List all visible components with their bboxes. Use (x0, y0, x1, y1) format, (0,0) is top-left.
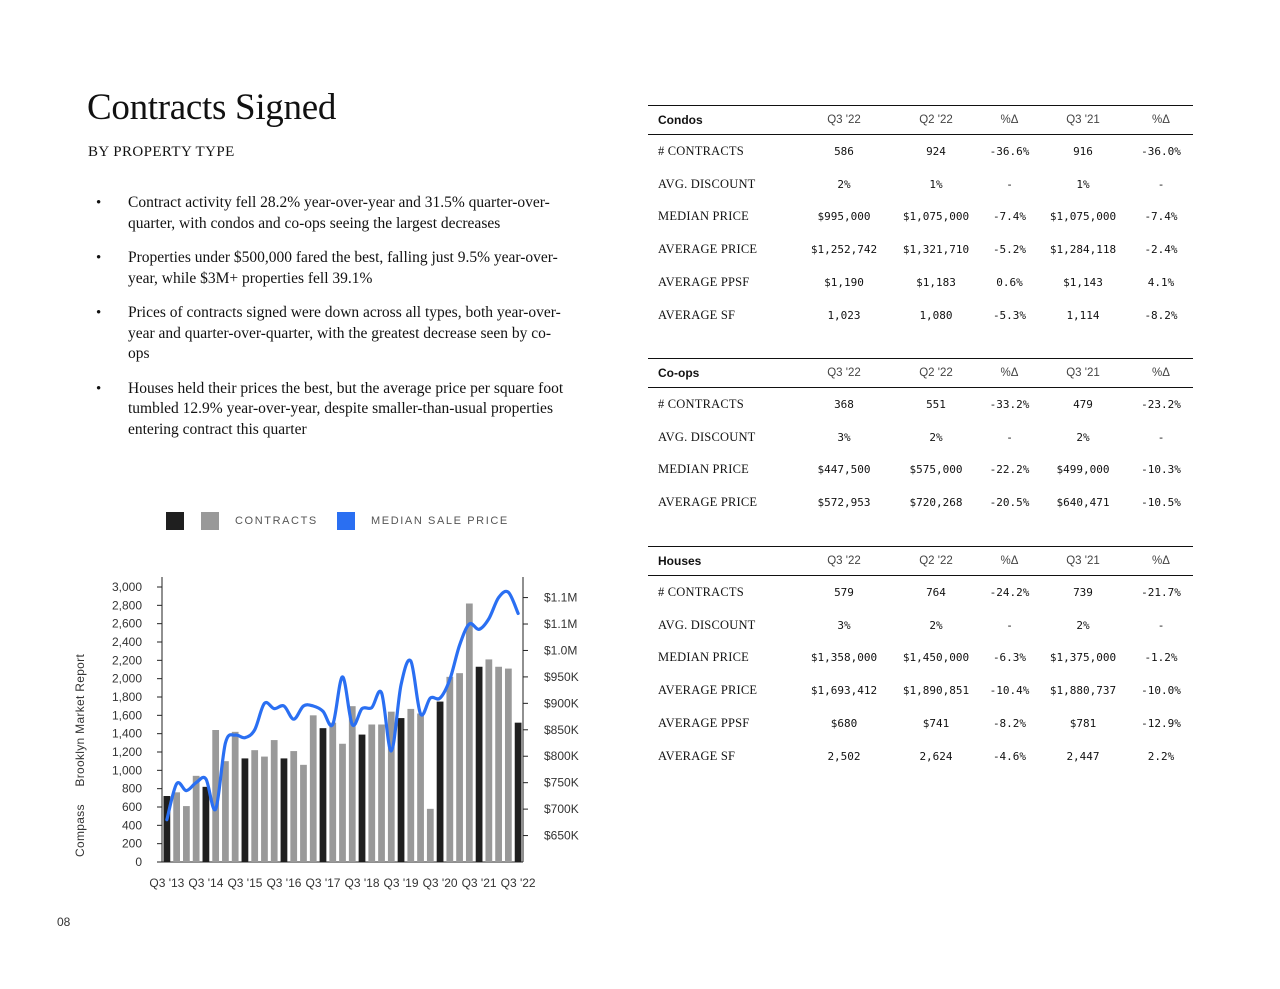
table-row (648, 642, 1193, 675)
table-cell: -8.2% (992, 717, 1027, 731)
table-cell: -7.4% (1144, 210, 1178, 224)
bullet-text: Contract activity fell 28.2% year-over-year and 31.5% quarter-over-quarter, with condos and co-ops seeing the largest decreases (128, 194, 550, 232)
table-cell: -36.6% (989, 144, 1030, 158)
bar (446, 677, 453, 862)
row-label: AVG. DISCOUNT (658, 617, 756, 632)
row-label: AVG. DISCOUNT (658, 429, 756, 444)
table-row (648, 740, 1193, 773)
table-cell: -21.7% (1141, 585, 1181, 599)
table-cell: 2% (837, 177, 851, 191)
bar (183, 806, 190, 862)
table-cell: 2.2% (1147, 749, 1175, 763)
row-label: AVG. DISCOUNT (658, 176, 756, 191)
table-cell: -23.2% (1141, 397, 1181, 411)
bullet-dot-icon: • (96, 305, 102, 321)
table-row (648, 168, 1193, 201)
bar (339, 744, 346, 862)
table-category: Co-ops (648, 359, 798, 388)
legend-label-contracts: CONTRACTS (235, 515, 318, 527)
row-label: MEDIAN PRICE (658, 462, 749, 477)
table-row (648, 201, 1193, 234)
bullet-dot-icon: • (96, 250, 102, 266)
y-left-tick-label: 400 (121, 818, 142, 833)
x-tick-label: Q3 '13 (149, 876, 185, 890)
table-row (648, 486, 1193, 519)
table-row (648, 135, 1193, 168)
table-cell: -24.2% (989, 585, 1030, 599)
column-header: Q3 '22 (798, 106, 890, 135)
bar (378, 725, 385, 863)
legend-label-price: MEDIAN SALE PRICE (371, 515, 509, 527)
table-cell: - (1006, 618, 1013, 632)
bar-q3 (476, 667, 483, 862)
table-cell: -5.2% (992, 243, 1027, 257)
table-row (648, 576, 1193, 609)
table-cell: -10.4% (989, 684, 1030, 698)
table-cell: - (1006, 177, 1013, 191)
bullet-text: Properties under $500,000 fared the best, falling just 9.5% year-over-year, while $3M+ properties fell 39.1% (128, 249, 558, 287)
table-cell: 2,624 (919, 749, 953, 763)
bar (251, 750, 258, 862)
row-label: AVERAGE SF (658, 748, 736, 763)
column-header: Q3 '22 (798, 359, 890, 388)
row-label: # CONTRACTS (658, 396, 744, 411)
y-left-tick-label: 2,600 (111, 616, 142, 631)
table-cell: -4.6% (992, 749, 1027, 763)
table-cell: 1% (1076, 177, 1090, 191)
table-cell: -33.2% (989, 397, 1030, 411)
y-right-tick-label: $750K (544, 775, 579, 790)
table-cell: -8.2% (1144, 308, 1178, 322)
houses-table (648, 546, 1193, 773)
bar (349, 706, 356, 862)
bullet-text: Houses held their prices the best, but the average price per square foot tumbled 12.9% year-over-year, despite smaller-than-usual properties entering contract this quarter (128, 379, 564, 438)
condos-table (648, 105, 1193, 332)
y-left-tick-label: 200 (121, 836, 142, 851)
y-right-tick-label: $800K (544, 749, 579, 764)
table-cell: $781 (1069, 717, 1097, 731)
contracts-chart (0, 0, 600, 989)
table-cell: $1,075,000 (902, 210, 970, 224)
bar-q3 (203, 787, 210, 862)
table-cell: 764 (926, 585, 946, 599)
table-cell: 4.1% (1147, 276, 1175, 290)
column-header: Q2 '22 (890, 547, 982, 576)
bar (329, 723, 336, 862)
bullet-dot-icon: • (96, 380, 102, 397)
table-cell: -10.0% (1141, 684, 1181, 698)
y-right-tick-label: $1.0M (544, 643, 578, 658)
table-row (648, 674, 1193, 707)
table-cell: $1,284,118 (1049, 243, 1117, 257)
table-cell: - (1157, 177, 1165, 191)
table-cell: $1,880,737 (1049, 684, 1117, 698)
bar (300, 765, 307, 862)
table-cell: 479 (1073, 397, 1093, 411)
row-label: # CONTRACTS (658, 584, 744, 599)
y-left-tick-label: 2,400 (111, 635, 142, 649)
bar-q3 (359, 735, 366, 862)
bar (407, 709, 414, 862)
x-tick-label: Q3 '17 (305, 876, 341, 890)
brand-name: Compass (73, 804, 87, 857)
row-label: AVERAGE PRICE (658, 683, 758, 698)
bullet-text: Prices of contracts signed were down across all types, both year-over-year and quarter-over-quarter, with the greatest decrease seen by co-ops (128, 304, 561, 362)
bar (193, 776, 200, 862)
y-right-tick-label: $1.1M (544, 617, 578, 632)
page-subtitle: BY PROPERTY TYPE (88, 144, 235, 160)
bar (485, 659, 492, 862)
x-tick-label: Q3 '20 (422, 876, 458, 890)
table-cell: - (1157, 618, 1165, 632)
bar (417, 714, 424, 863)
table-cell: $572,953 (817, 496, 871, 510)
table-cell: 739 (1073, 585, 1093, 599)
column-header: %Δ (1129, 359, 1193, 388)
bullet-dot-icon: • (96, 195, 102, 211)
column-header: Q3 '21 (1037, 359, 1129, 388)
page-title: Contracts Signed (87, 87, 337, 128)
bar (505, 669, 512, 862)
bar (368, 725, 375, 863)
table-row (648, 299, 1193, 332)
table-cell: 916 (1073, 144, 1093, 158)
y-left-tick-label: 1,600 (111, 708, 142, 723)
column-header: Q3 '21 (1037, 547, 1129, 576)
x-tick-label: Q3 '14 (188, 876, 224, 890)
table-cell: $1,252,742 (810, 243, 878, 257)
table-cell: $1,890,851 (902, 684, 970, 698)
y-right-tick-label: $650K (544, 828, 579, 843)
bar (271, 740, 278, 862)
table-cell: 2% (929, 618, 943, 632)
y-left-tick-label: 2,200 (111, 653, 142, 668)
column-header: Q3 '22 (798, 547, 890, 576)
table-cell: - (1157, 430, 1165, 444)
row-label: AVERAGE PPSF (658, 275, 750, 290)
bar (427, 809, 434, 862)
table-cell: 2% (1076, 618, 1090, 632)
table-cell: $1,693,412 (810, 684, 878, 698)
bar (495, 667, 502, 862)
table-row (648, 266, 1193, 299)
y-left-tick-label: 2,800 (111, 598, 142, 613)
table-cell: 2,502 (827, 749, 861, 763)
table-cell: 1% (929, 177, 943, 191)
table-cell: 1,023 (827, 308, 861, 322)
table-row (648, 388, 1193, 421)
table-cell: -10.5% (1141, 496, 1181, 510)
table-category: Condos (648, 106, 798, 135)
table-cell: -22.2% (989, 463, 1030, 477)
column-header: Q2 '22 (890, 106, 982, 135)
bar (456, 673, 463, 862)
table-cell: 924 (926, 144, 946, 158)
table-cell: $1,183 (916, 276, 956, 290)
table-cell: - (1006, 430, 1013, 444)
report-vertical-label (73, 640, 87, 857)
row-label: MEDIAN PRICE (658, 650, 749, 665)
table-cell: -20.5% (989, 496, 1030, 510)
table-cell: -7.4% (992, 210, 1027, 224)
bar-q3 (515, 723, 522, 862)
y-right-tick-label: $950K (544, 669, 579, 684)
table-cell: 2% (1076, 430, 1090, 444)
table-cell: 368 (834, 397, 854, 411)
row-label: MEDIAN PRICE (658, 209, 749, 224)
table-row (648, 707, 1193, 740)
row-label: AVERAGE PRICE (658, 242, 758, 257)
row-label: AVERAGE PPSF (658, 716, 750, 731)
y-left-tick-label: 1,200 (111, 745, 142, 759)
bar (222, 761, 229, 862)
table-cell: 2% (929, 430, 943, 444)
x-tick-label: Q3 '18 (344, 876, 380, 890)
bar (232, 732, 239, 862)
row-label: # CONTRACTS (658, 143, 744, 158)
row-label: AVERAGE PRICE (658, 495, 758, 510)
bar-q3 (242, 758, 249, 862)
y-left-tick-label: 1,000 (111, 763, 142, 778)
bar (290, 751, 297, 862)
table-cell: 579 (834, 585, 854, 599)
y-left-tick-label: 2,000 (111, 671, 142, 686)
table-cell: $499,000 (1056, 463, 1110, 477)
y-right-tick-label: $850K (544, 722, 579, 737)
bar-q3 (398, 718, 405, 862)
table-cell: $741 (922, 717, 950, 731)
column-header: %Δ (1129, 547, 1193, 576)
column-header: Q3 '21 (1037, 106, 1129, 135)
y-left-tick-label: 1,400 (111, 726, 142, 741)
table-cell: $680 (830, 717, 858, 731)
y-left-tick-label: 1,800 (111, 690, 142, 704)
table-cell: 551 (926, 397, 946, 411)
y-left-tick-label: 600 (121, 800, 142, 814)
table-cell: $447,500 (817, 463, 871, 477)
coops-table (648, 358, 1193, 519)
table-category: Houses (648, 547, 798, 576)
table-cell: 3% (837, 618, 851, 632)
x-tick-label: Q3 '16 (266, 876, 302, 890)
bar (466, 604, 473, 863)
bar-q3 (281, 758, 288, 862)
table-cell: $1,143 (1063, 276, 1103, 290)
page-number: 08 (57, 915, 71, 929)
table-cell: $1,450,000 (902, 651, 970, 665)
x-tick-label: Q3 '15 (227, 876, 263, 890)
table-cell: $1,358,000 (810, 651, 878, 665)
column-header: %Δ (982, 106, 1037, 135)
table-cell: $1,075,000 (1049, 210, 1117, 224)
y-right-tick-label: $1.1M (544, 590, 578, 605)
bar (173, 792, 180, 862)
table-cell: 1,080 (919, 308, 953, 322)
table-row (648, 454, 1193, 487)
table-cell: $1,321,710 (902, 243, 970, 257)
table-cell: -12.9% (1141, 717, 1181, 731)
table-cell: 586 (834, 144, 854, 158)
y-right-tick-label: $700K (544, 802, 579, 817)
table-row (648, 233, 1193, 266)
table-cell: $1,375,000 (1049, 651, 1117, 665)
x-tick-label: Q3 '19 (383, 876, 419, 890)
column-header: Q2 '22 (890, 359, 982, 388)
bar-q3 (437, 702, 444, 862)
table-cell: 2,447 (1066, 749, 1100, 763)
x-tick-label: Q3 '21 (461, 876, 497, 890)
column-header: %Δ (1129, 106, 1193, 135)
table-cell: 0.6% (996, 276, 1023, 290)
table-cell: -36.0% (1141, 144, 1181, 158)
bar (310, 715, 317, 862)
table-cell: 1,114 (1066, 308, 1100, 322)
table-cell: -1.2% (1144, 651, 1178, 665)
table-cell: $640,471 (1056, 496, 1110, 510)
table-cell: $720,268 (909, 496, 963, 510)
table-cell: 3% (837, 430, 851, 444)
table-cell: -10.3% (1141, 463, 1181, 477)
table-cell: $575,000 (909, 463, 963, 477)
y-left-tick-label: 800 (121, 781, 142, 796)
table-cell: -5.3% (992, 308, 1027, 322)
bar-q3 (320, 728, 327, 862)
bar (261, 757, 268, 862)
table-cell: $995,000 (817, 210, 871, 224)
table-cell: -2.4% (1144, 243, 1178, 257)
column-header: %Δ (982, 359, 1037, 388)
column-header: %Δ (982, 547, 1037, 576)
table-row (648, 609, 1193, 642)
table-cell: $1,190 (824, 276, 864, 290)
table-cell: -6.3% (992, 651, 1027, 665)
y-left-tick-label: 3,000 (111, 580, 142, 594)
report-name: Brooklyn Market Report (73, 653, 87, 787)
table-row (648, 421, 1193, 454)
y-right-tick-label: $900K (544, 696, 579, 711)
y-left-tick-label: 0 (135, 855, 142, 869)
x-tick-label: Q3 '22 (500, 876, 536, 890)
row-label: AVERAGE SF (658, 307, 736, 322)
